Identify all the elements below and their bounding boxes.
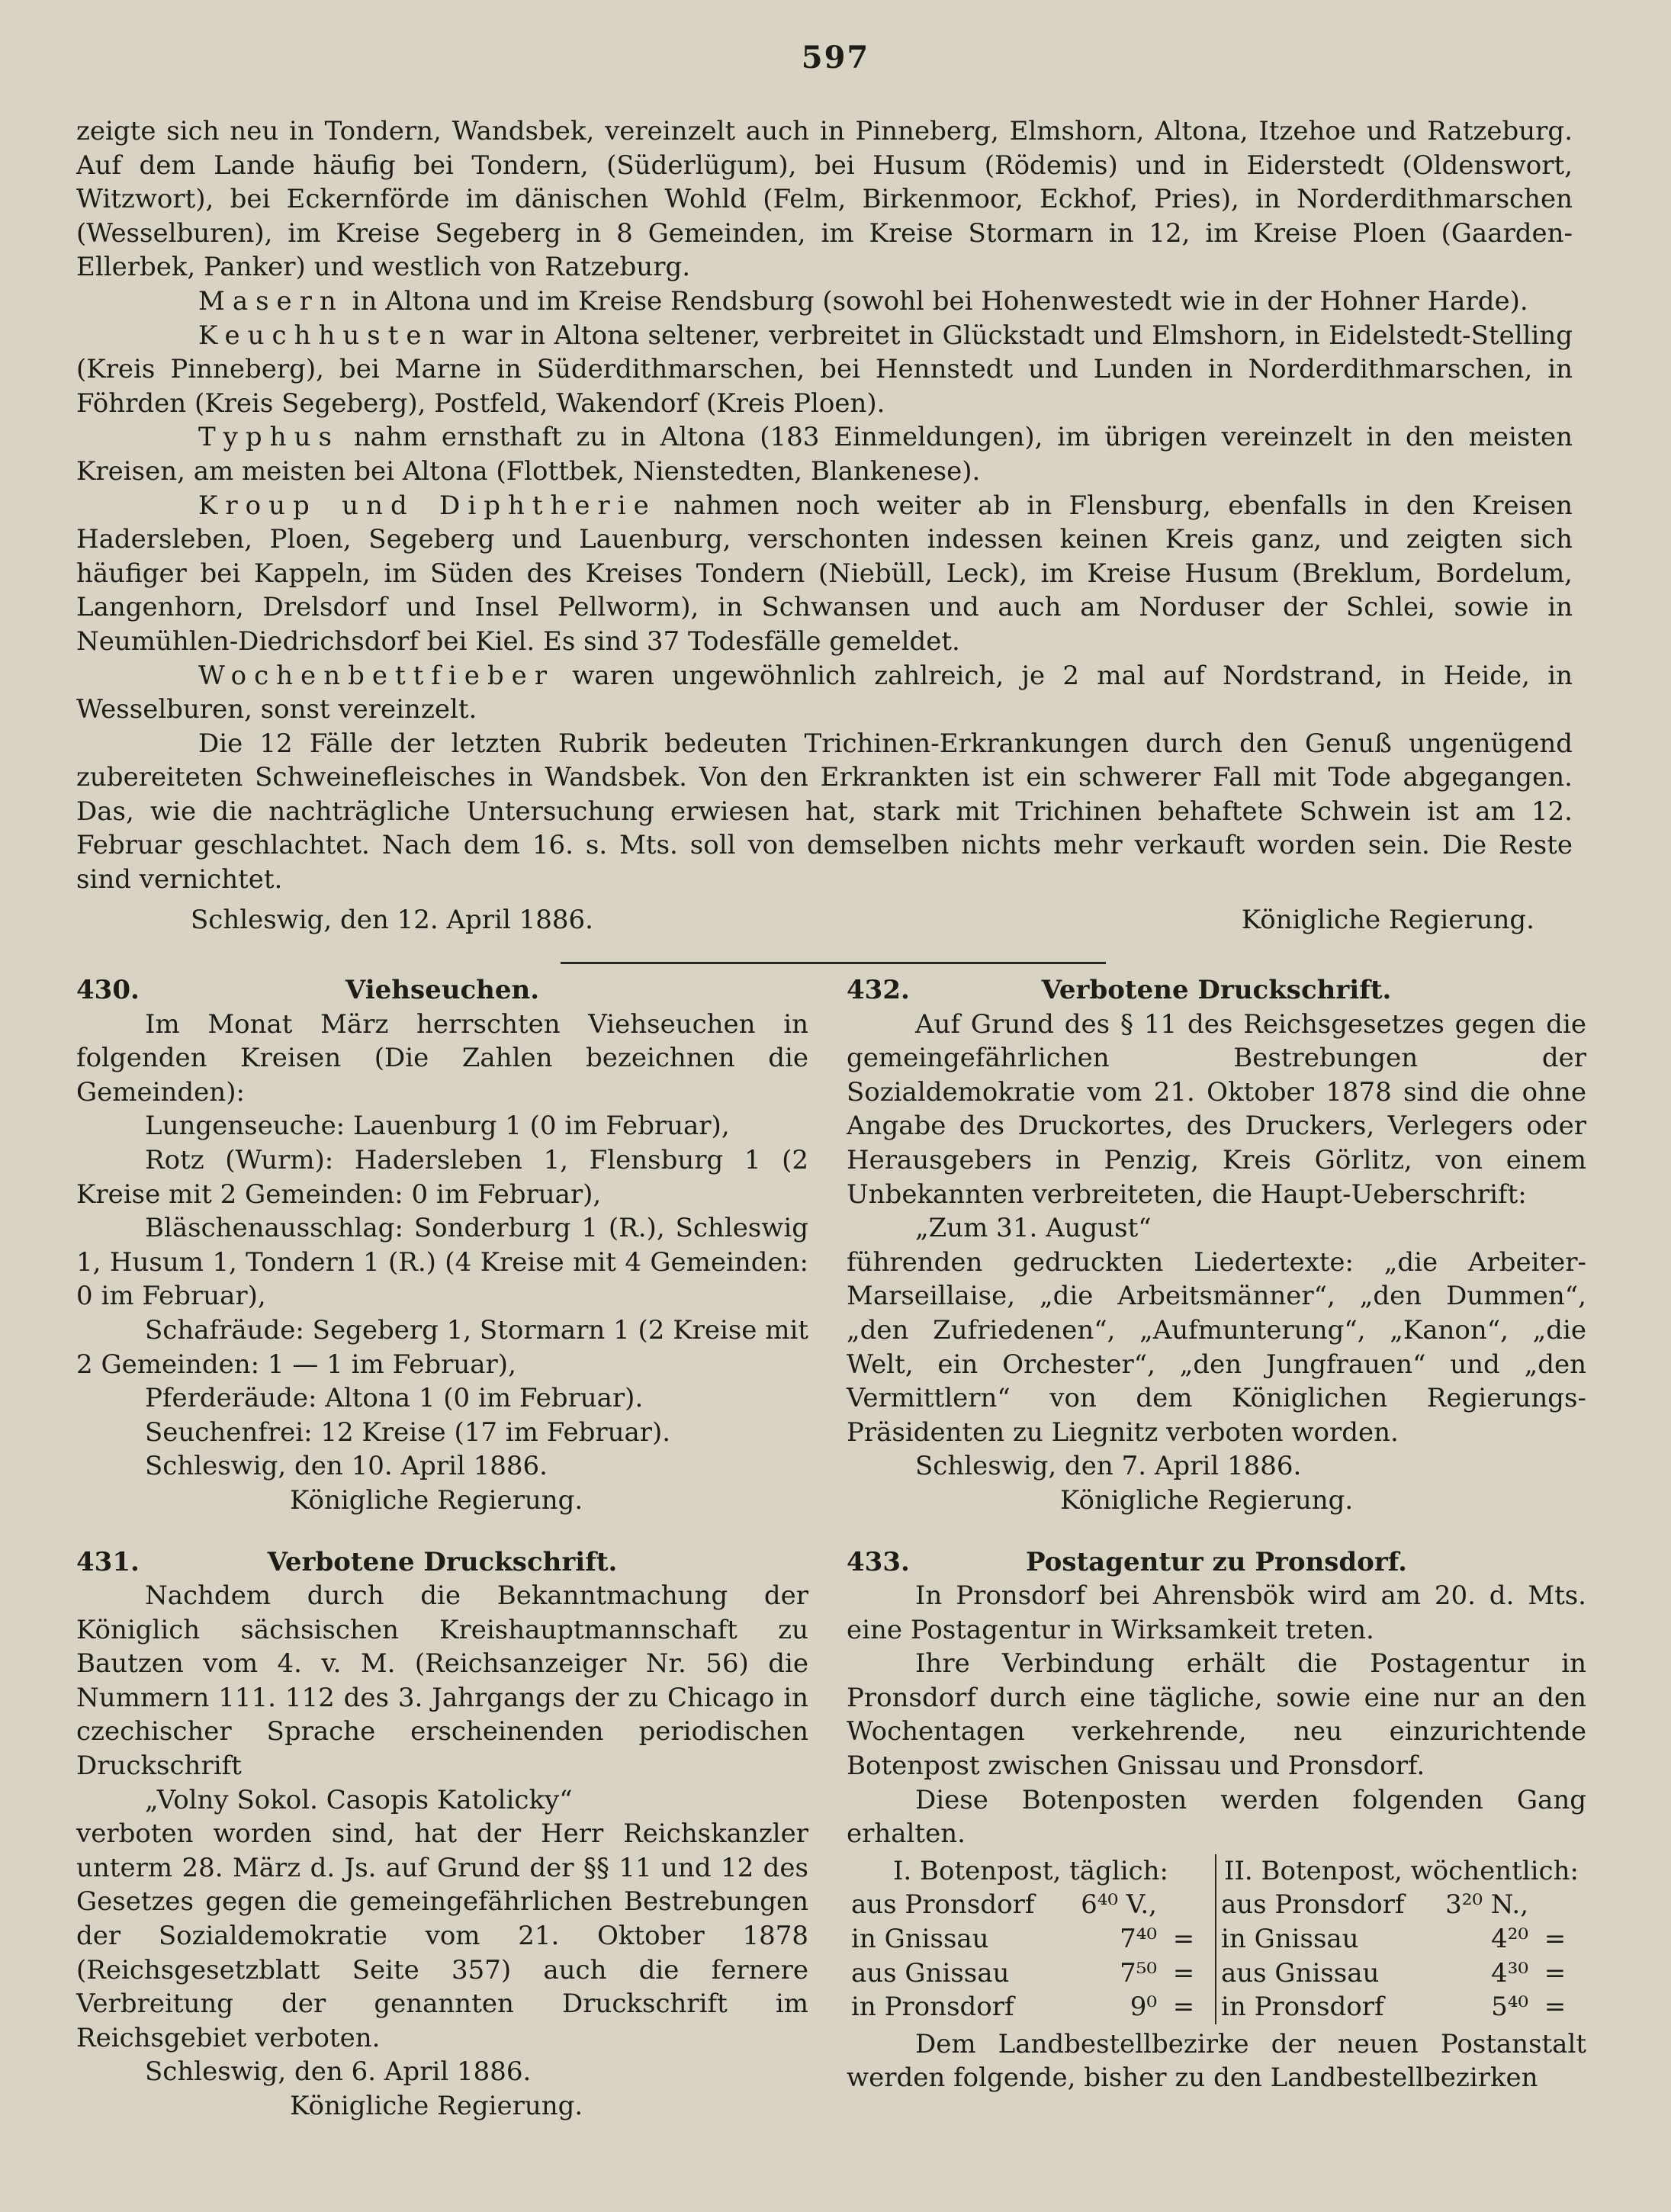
schedule-row: aus Gnissau 7⁵⁰ = [851, 1957, 1195, 1989]
courier-schedule [847, 1854, 1586, 2024]
disease-report [76, 114, 1573, 937]
report-signature [76, 903, 1573, 937]
section-heading [847, 973, 1586, 1008]
quoted-title: „Volny Sokol. Casopis Katolicky“ [145, 1784, 573, 1815]
term-puerperal-fever: Wochenbettfieber [198, 660, 554, 691]
section-heading [76, 1545, 808, 1580]
signature-place-date: Schleswig, den 12. April 1886. [191, 904, 593, 935]
report-para-whooping-cough: Keuchhusten war in Altona seltener, verbreitet in Glückstadt und Elmshorn, in Eidelstedt-Stelling (Kreis Pinneberg), bei Marne in Süderdithmarschen, bei Hennstedt und Lunden in Norderdithmarschen, in Föhrden (Kreis Segeberg), Postfeld, Wakendorf (Kreis Ploen). [76, 320, 1573, 419]
report-para-trichinosis: Die 12 Fälle der letzten Rubrik bedeuten Trichinen-Erkrankungen durch den Genuß ungenügend zubereiteten Schweinefleisches in Wandsbek. Von den Erkrankten ist ein schwerer Fall mit Tode abgegangen. Das, wie die nachträgliche Untersuchung erwiesen hat, stark mit Trichinen behaftete Schwein ist am 12. Februar geschlachtet. Nach dem 16. s. Mts. soll von demselben nichts mehr verkauft worden sein. Die Reste sind vernichtet. [76, 728, 1573, 895]
disease-line: Schafräude: Segeberg 1, Stormarn 1 (2 Kreise mit 2 Gemeinden: 1 — 1 im Februar), [76, 1314, 809, 1380]
quoted-title: „Zum 31. August“ [915, 1213, 1152, 1244]
term-whooping-cough: Keuchhusten [198, 320, 454, 351]
schedule-daily [847, 1854, 1216, 2024]
report-para-measles: Masern in Altona und im Kreise Rendsburg (sowohl bei Hohenwestedt wie in der Hohner Harde). [198, 285, 1528, 317]
page-number: 597 [801, 40, 870, 76]
report-para-diphtheria: Kroup und Diphtherie nahmen noch weiter ab in Flensburg, ebenfalls in den Kreisen Hadersleben, Ploen, Segeberg und Lauenburg, verschonten indessen keinen Kreis ganz, und zeigten sich häufiger bei Kappeln, im Süden des Kreises Tondern (Niebüll, Leck), im Kreise Husum (Breklum, Bordelum, Langenhorn, Drelsdorf und Insel Pellworm), in Schwansen und auch am Norduser der Schlei, sowie in Neumühlen-Diedrichsdorf bei Kiel. Es sind 37 Todesfälle gemeldet. [76, 490, 1573, 657]
section-intro: Im Monat März herrschten Viehseuchen in folgenden Kreisen (Die Zahlen bezeichnen die Gemeinden): [76, 1008, 808, 1108]
section-432 [847, 973, 1586, 1518]
section-433 [847, 1545, 1586, 2096]
section-paragraph: Ihre Verbindung erhält die Postagentur in Pronsdorf durch eine tägliche, sowie eine nur an den Wochentagen verkehrende, neu einzurichtende Botenpost zwischen Gnissau und Pronsdorf. [847, 1648, 1586, 1782]
section-paragraph: In Pronsdorf bei Ahrensbök wird am 20. d. Mts. eine Postagentur in Wirksamkeit treten. [847, 1580, 1586, 1645]
schedule-row: in Gnissau 7⁴⁰ = [851, 1924, 1195, 1955]
schedule-row: aus Pronsdorf 6⁴⁰ V., [851, 1889, 1157, 1921]
section-paragraph: Dem Landbestellbezirke der neuen Postanstalt werden folgende, bisher zu den Landbestellbezirken [847, 2028, 1586, 2094]
right-column [847, 973, 1586, 2123]
section-paragraph: verboten worden sind, hat der Herr Reichskanzler unterm 28. März d. Js. auf Grund der §§ 11 und 12 des Gesetzes gegen die gemeingefährlichen Bestrebungen der Sozialdemokratie vom 21. Oktober 1878 (Reichsgesetzblatt Seite 357) auch die fernere Verbreitung der genannten Druckschrift im Reichsgebiet verboten. [76, 1818, 808, 2053]
term-diphtheria: Kroup und Diphtherie [198, 490, 657, 521]
disease-line: Rotz (Wurm): Hadersleben 1, Flensburg 1 (2 Kreise mit 2 Gemeinden: 0 im Februar), [76, 1144, 808, 1210]
section-430 [76, 973, 808, 1518]
schedule-row: in Pronsdorf 9⁰ = [851, 1992, 1195, 2023]
section-title: Verbotene Druckschrift. [1041, 975, 1392, 1005]
schedule-row: aus Pronsdorf 3²⁰ N., [1221, 1889, 1528, 1921]
section-paragraph: Nachdem durch die Bekanntmachung der Königlich sächsischen Kreishauptmannschaft zu Bautzen vom 4. v. M. (Reichsanzeiger Nr. 56) die Nummern 111. 112 des 3. Jahrgangs der zu Chicago in czechischer Sprache erscheinenden periodischen Druckschrift [76, 1580, 808, 1782]
section-paragraph: führenden gedruckten Liedertexte: „die Arbeiter-Marseillaise, „die Arbeitsmänner“, „den Dummen“, „den Zufriedenen“, „Aufmunterung“, „Kanon“, „die Welt, ein Orchester“, „den Jungfrauen“ und „den Vermittlern“ von dem Königlichen Regierungs-Präsidenten zu Liegnitz verboten worden. [847, 1246, 1586, 1448]
report-para-puerperal-fever: Wochenbettfieber waren ungewöhnlich zahlreich, je 2 mal auf Nordstrand, in Heide, in Wesselburen, sonst vereinzelt. [76, 660, 1573, 725]
term-typhus: Typhus [198, 422, 339, 453]
section-heading [847, 1545, 1586, 1580]
report-para-typhus: Typhus nahm ernsthaft zu in Altona (183 Einmeldungen), im übrigen vereinzelt in den meisten Kreisen, am meisten bei Altona (Flottbek, Nienstedten, Blankenese). [76, 422, 1573, 487]
section-number: 431. [76, 1546, 140, 1577]
schedule-row: in Pronsdorf 5⁴⁰ = [1221, 1992, 1567, 2023]
signature-authority: Königliche Regierung. [290, 2091, 583, 2121]
section-431 [76, 1545, 808, 2124]
signature-place-date: Schleswig, den 7. April 1886. [915, 1451, 1302, 1482]
section-title: Viehseuchen. [345, 975, 540, 1005]
schedule-weekly [1216, 1854, 1586, 2024]
section-title: Verbotene Druckschrift. [267, 1546, 618, 1577]
disease-line: Seuchenfrei: 12 Kreise (17 im Februar). [145, 1416, 671, 1448]
disease-line: Bläschenausschlag: Sonderburg 1 (R.), Schleswig 1, Husum 1, Tondern 1 (R.) (4 Kreise mit 4 Gemeinden: 0 im Februar), [76, 1213, 808, 1312]
disease-line: Lungenseuche: Lauenburg 1 (0 im Februar), [145, 1111, 730, 1142]
schedule-title: II. Botenpost, wöchentlich: [1224, 1855, 1579, 1886]
signature-authority: Königliche Regierung. [1060, 1484, 1354, 1516]
section-paragraph: Diese Botenposten werden folgenden Gang erhalten. [847, 1784, 1586, 1850]
signature-place-date: Schleswig, den 6. April 1886. [145, 2056, 532, 2088]
section-heading [76, 973, 808, 1008]
section-number: 432. [847, 975, 910, 1005]
schedule-row: in Gnissau 4²⁰ = [1221, 1924, 1567, 1955]
signature-authority: Königliche Regierung. [1241, 904, 1534, 935]
schedule-title: I. Botenpost, täglich: [893, 1855, 1168, 1886]
term-measles: Masern [198, 285, 344, 317]
signature-place-date: Schleswig, den 10. April 1886. [145, 1451, 548, 1482]
section-number: 430. [76, 975, 140, 1005]
section-number: 433. [847, 1546, 910, 1577]
section-paragraph: Auf Grund des § 11 des Reichsgesetzes gegen die gemeingefährlichen Bestrebungen der Sozialdemokratie vom 21. Oktober 1878 sind die ohne Angabe des Druckortes, des Druckers, Verlegers oder Herausgebers in Penzig, Kreis Görlitz, von einem Unbekannten verbreiteten, die Haupt-Ueberschrift: [847, 1008, 1586, 1210]
report-para-1: zeigte sich neu in Tondern, Wandsbek, vereinzelt auch in Pinneberg, Elmshorn, Altona, Itzehoe und Ratzeburg. Auf dem Lande häufig bei Tondern, (Süderlügum), bei Husum (Rödemis) und in Eiderstedt (Oldenswort, Witzwort), bei Eckernförde im dänischen Wohld (Felm, Birkenmoor, Eckhof, Pries), in Norderdithmarschen (Wesselburen), im Kreise Segeberg in 8 Gemeinden, im Kreise Stormarn in 12, im Kreise Ploen (Gaarden-Ellerbek, Panker) und westlich von Ratzeburg. [76, 116, 1573, 283]
schedule-row: aus Gnissau 4³⁰ = [1221, 1957, 1567, 1989]
left-column [76, 973, 808, 2151]
signature-authority: Königliche Regierung. [290, 1484, 583, 1516]
disease-line: Pferderäude: Altona 1 (0 im Februar). [145, 1383, 644, 1414]
section-title: Postagentur zu Pronsdorf. [1025, 1546, 1407, 1577]
section-divider [561, 962, 1106, 964]
